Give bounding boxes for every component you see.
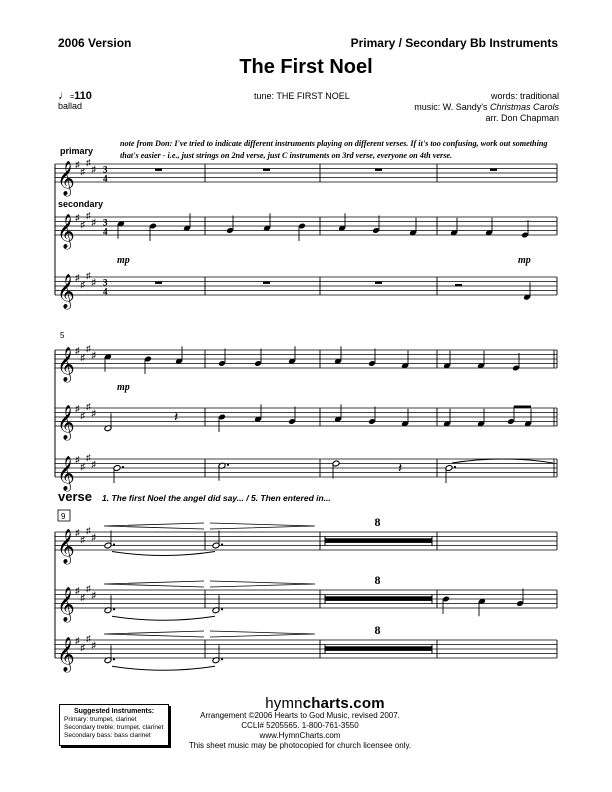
sharp-icon: ♯: [91, 408, 96, 418]
tempo-style: ballad: [58, 101, 83, 111]
quarter-rest: 𝄽: [398, 460, 403, 477]
measure-rest: [155, 282, 162, 284]
suggested-line: Primary: trumpet, clarinet: [64, 716, 137, 723]
treble-clef-icon: 𝄞: [57, 456, 75, 491]
sharp-icon: ♯: [91, 590, 96, 600]
sharp-icon: ♯: [86, 270, 91, 281]
verse-label: verse: [58, 489, 92, 504]
sharp-icon: ♯: [80, 592, 85, 603]
augmentation-dot: [221, 608, 223, 610]
staff-label-secondary: secondary: [58, 199, 104, 209]
quarter-note-icon: ♩: [58, 88, 70, 102]
multi-rest-count: 8: [374, 515, 381, 529]
augmentation-dot: [227, 464, 229, 466]
words-credit: words: traditional: [490, 91, 559, 101]
arranger-credit: arr. Don Chapman: [485, 113, 559, 123]
time-signature-top: 3: [103, 164, 108, 175]
sharp-icon: ♯: [80, 461, 85, 472]
arranger-note: note from Don: I've tried to indicate different instruments playing on different verses. If it's too confusing, work out something that's easier - i.e., just strings on 2nd verse, just C instruments on 3rd verse, everyone on 4th verse.: [120, 139, 548, 160]
sharp-icon: ♯: [75, 585, 80, 596]
dynamic-mp: mp: [117, 382, 130, 393]
time-signature-bottom: 4: [103, 286, 108, 297]
instruments-label: Primary / Secondary Bb Instruments: [350, 36, 558, 50]
sharp-icon: ♯: [86, 210, 91, 221]
tune-label: tune: THE FIRST NOEL: [254, 91, 350, 101]
dynamic-mp: mp: [518, 255, 531, 266]
logo-part2: charts.com: [302, 695, 385, 712]
time-signature-top: 3: [103, 277, 108, 288]
decrescendo-hairpin: [210, 523, 315, 529]
sharp-icon: ♯: [86, 343, 91, 354]
treble-clef-icon: 𝄞: [57, 637, 75, 672]
footer-line: CCLI# 5205565. 1-800-761-3550: [241, 721, 359, 730]
sharp-icon: ♯: [91, 640, 96, 650]
suggested-line: Secondary treble: trumpet, clarinet: [64, 724, 164, 731]
treble-clef-icon: 𝄞: [57, 214, 75, 249]
decrescendo-hairpin: [210, 631, 315, 637]
sharp-icon: ♯: [75, 527, 80, 538]
augmentation-dot: [454, 466, 456, 468]
tempo-value: 110: [74, 90, 92, 102]
sharp-icon: ♯: [86, 633, 91, 644]
sharp-icon: ♯: [86, 157, 91, 168]
footer-line: This sheet music may be photocopied for church licensee only.: [188, 741, 412, 750]
verse-text: 1. The first Noel the angel did say... / 5. Then entered in...: [102, 493, 331, 503]
sharp-icon: ♯: [91, 532, 96, 542]
sharp-icon: ♯: [91, 164, 96, 174]
sharp-icon: ♯: [75, 159, 80, 170]
half-rest: [455, 284, 462, 286]
suggested-title: Suggested Instruments:: [73, 708, 155, 715]
sharp-icon: ♯: [75, 403, 80, 414]
treble-clef-icon: 𝄞: [57, 529, 75, 564]
logo-part1: hymn: [265, 695, 303, 712]
treble-clef-icon: 𝄞: [57, 587, 75, 622]
decrescendo-hairpin: [210, 581, 315, 587]
sharp-icon: ♯: [91, 350, 96, 360]
version-label: 2006 Version: [58, 36, 132, 50]
treble-clef-icon: 𝄞: [57, 161, 75, 196]
crescendo-hairpin: [104, 631, 204, 637]
dynamic-mp: mp: [117, 255, 130, 266]
augmentation-dot: [113, 543, 115, 545]
time-signature-top: 3: [103, 217, 108, 228]
quarter-rest: 𝄽: [174, 409, 179, 426]
eighth-beam: [514, 406, 531, 408]
tempo-marking: ♩=110: [58, 88, 92, 102]
sharp-icon: ♯: [91, 277, 96, 287]
time-signature-bottom: 4: [103, 226, 108, 237]
sharp-icon: ♯: [91, 217, 96, 227]
measure-rest: [375, 282, 382, 284]
sharp-icon: ♯: [80, 642, 85, 653]
staff-label-primary: primary: [60, 146, 94, 156]
multi-measure-rest: [325, 538, 432, 543]
sharp-icon: ♯: [75, 635, 80, 646]
sharp-icon: ♯: [80, 219, 85, 230]
suggested-line: Secondary bass: bass clarinet: [64, 732, 151, 739]
sharp-icon: ♯: [80, 534, 85, 545]
crescendo-hairpin: [104, 523, 204, 529]
time-signature-bottom: 4: [103, 173, 108, 184]
sharp-icon: ♯: [75, 212, 80, 223]
tie: [112, 666, 215, 670]
augmentation-dot: [122, 466, 124, 468]
multi-rest-count: 8: [374, 623, 381, 637]
measure-rest: [263, 169, 270, 171]
sharp-icon: ♯: [86, 583, 91, 594]
multi-rest-count: 8: [374, 573, 381, 587]
augmentation-dot: [113, 608, 115, 610]
sharp-icon: ♯: [86, 525, 91, 536]
footer-line: Arrangement ©2006 Hearts to God Music, revised 2007.: [200, 711, 400, 720]
measure-number-5: 5: [60, 331, 65, 340]
tie: [452, 459, 553, 463]
augmentation-dot: [221, 543, 223, 545]
augmentation-dot: [221, 658, 223, 660]
measure-rest: [375, 169, 382, 171]
measure-rest: [155, 169, 162, 171]
tie: [112, 616, 215, 620]
treble-clef-icon: 𝄞: [57, 274, 75, 309]
tie: [112, 552, 215, 556]
sharp-icon: ♯: [75, 454, 80, 465]
sharp-icon: ♯: [86, 401, 91, 412]
sharp-icon: ♯: [86, 452, 91, 463]
sharp-icon: ♯: [80, 410, 85, 421]
measure-rest: [263, 282, 270, 284]
treble-clef-icon: 𝄞: [57, 405, 75, 440]
music-credit-source: Christmas Carols: [489, 102, 559, 112]
footer-line: www.HymnCharts.com: [259, 731, 341, 740]
music-credit-prefix: music: W. Sandy's: [414, 102, 490, 112]
multi-measure-rest: [325, 646, 432, 651]
sharp-icon: ♯: [91, 459, 96, 469]
sharp-icon: ♯: [75, 345, 80, 356]
sharp-icon: ♯: [75, 272, 80, 283]
sharp-icon: ♯: [80, 352, 85, 363]
sharp-icon: ♯: [80, 166, 85, 177]
measure-number-9: 9: [61, 512, 66, 521]
augmentation-dot: [113, 658, 115, 660]
crescendo-hairpin: [104, 581, 204, 587]
sharp-icon: ♯: [80, 279, 85, 290]
measure-rest: [490, 169, 497, 171]
multi-measure-rest: [325, 596, 432, 601]
page-title: The First Noel: [239, 56, 373, 78]
treble-clef-icon: 𝄞: [57, 347, 75, 382]
